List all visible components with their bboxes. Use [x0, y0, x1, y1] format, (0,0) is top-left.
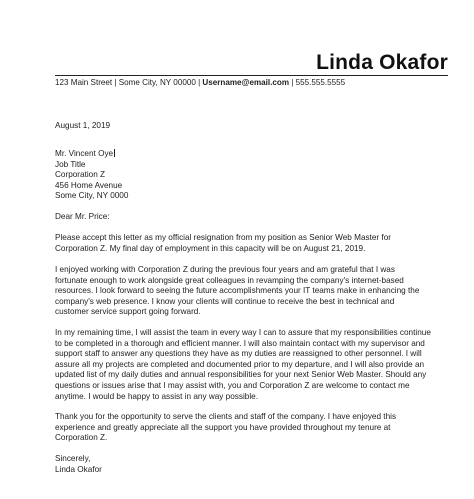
- recipient-city: Some City, NY 0000: [55, 191, 129, 201]
- recipient-name: Mr. Vincent Oye: [55, 149, 114, 158]
- salutation-line: Dear Mr. Price:: [55, 212, 110, 221]
- recipient-street: 456 Home Avenue: [55, 180, 123, 190]
- paragraph-4: [55, 412, 449, 444]
- paragraph-line: Corporation Z. My final day of employment in this capacity will be on August 21, 2019.: [55, 243, 366, 253]
- header-divider: [55, 75, 448, 76]
- recipient-title: Job Title: [55, 159, 86, 169]
- paragraph-line: support staff to answer any questions they have as my duties are reassigned to other personnel. I will: [55, 349, 422, 359]
- recipient-block: [55, 149, 449, 202]
- paragraph-line: Thank you for the opportunity to serve the clients and staff of the company. I have enjoyed this: [55, 412, 397, 421]
- paragraph-line: to be completed in a thorough and efficient manner. I will also maintain contact with my supervisor and: [55, 338, 425, 348]
- paragraph-line: I enjoyed working with Corporation Z during the previous four years and am grateful that I was: [55, 265, 395, 274]
- paragraph-line: fortunate enough to work alongside great colleagues in revamping the company's internet-based: [55, 275, 404, 285]
- paragraph-line: anytime. I would be happy to assist in any way possible.: [55, 391, 258, 401]
- paragraph-line: questions or issues arise that I may assist with, you and Corporation Z are welcome to contact me: [55, 380, 410, 390]
- paragraph-3: [55, 328, 449, 402]
- signature-name: Linda Okafor: [55, 464, 102, 474]
- date-line: August 1, 2019: [55, 121, 111, 130]
- closing: Sincerely,: [55, 454, 91, 463]
- paragraph-line: company's web presence. I know your clients will continue to receive the best in technical and: [55, 296, 395, 306]
- paragraph-1: [55, 233, 449, 254]
- sender-name: Linda Okafor: [316, 51, 448, 74]
- paragraph-line: updated list of my daily duties and annual responsibilities for your next Senior Web Master. Should any: [55, 370, 427, 380]
- sender-phone: | 555.555.5555: [289, 78, 346, 87]
- recipient-name-line[interactable]: [55, 149, 449, 160]
- paragraph-line: Please accept this letter as my official resignation from my position as Senior Web Master for: [55, 233, 391, 242]
- recipient-company: Corporation Z: [55, 170, 106, 180]
- sender-contact-line: [55, 78, 345, 87]
- sender-email: Username@email.com: [202, 78, 290, 87]
- closing-block: [55, 454, 449, 475]
- sender-address: 123 Main Street | Some City, NY 00000 |: [55, 78, 203, 87]
- paragraph-line: Corporation Z.: [55, 433, 108, 443]
- paragraph-line: In my remaining time, I will assist the team in every way I can to assure that my responsibilities continue: [55, 328, 431, 337]
- paragraph-line: resources. I look forward to seeing the future accomplishments your IT teams make in enhancing the: [55, 286, 420, 296]
- paragraph-line: customer service support going forward.: [55, 307, 201, 317]
- salutation: [55, 212, 449, 223]
- text-cursor: [114, 149, 115, 157]
- paragraph-line: assure all my projects are completed and documented prior to my departure, and I will also provide an: [55, 359, 425, 369]
- paragraph-line: experience and greatly appreciate all the support you have provided throughout my tenure at: [55, 422, 391, 432]
- paragraph-2: [55, 265, 449, 318]
- letter-date: [55, 121, 449, 132]
